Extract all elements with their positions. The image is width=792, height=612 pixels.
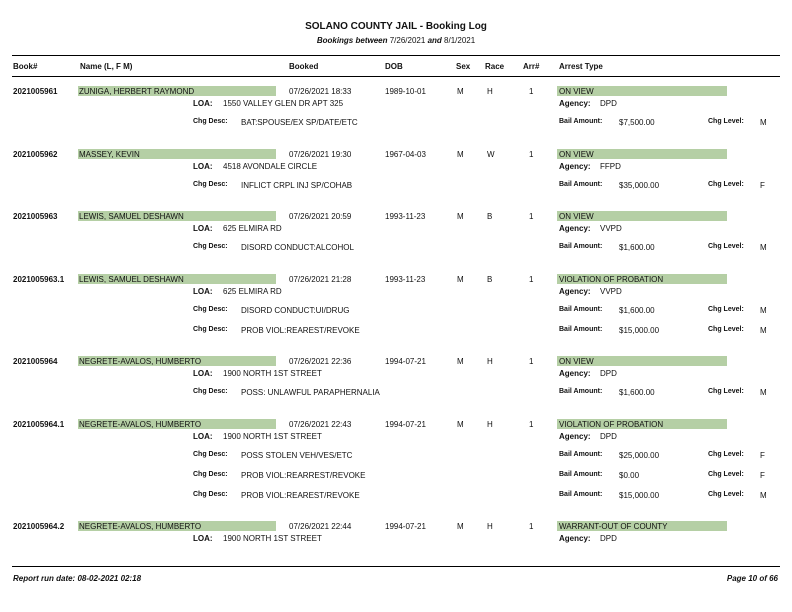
charge-description: INFLICT CRPL INJ SP/COHAB	[241, 181, 353, 190]
loa-label: LOA:	[193, 162, 213, 171]
column-header-sex: Sex	[456, 62, 471, 71]
arrest-number: 1	[529, 212, 534, 221]
sex: M	[457, 357, 464, 366]
sex: M	[457, 275, 464, 284]
bail-amount: $35,000.00	[619, 181, 660, 190]
bail-amount-label: Bail Amount:	[559, 491, 603, 498]
charge-level: M	[760, 118, 767, 127]
date-of-birth: 1993-11-23	[385, 275, 426, 284]
agency: DPD	[600, 369, 617, 378]
sex: M	[457, 420, 464, 429]
booked-datetime: 07/26/2021 21:28	[289, 275, 352, 284]
bail-amount-label: Bail Amount:	[559, 243, 603, 250]
column-header-dob: DOB	[385, 62, 403, 71]
charge-level: F	[760, 451, 765, 460]
bail-amount-label: Bail Amount:	[559, 306, 603, 313]
book-number: 2021005964	[13, 357, 58, 366]
chg-level-label: Chg Level:	[708, 388, 744, 395]
loa-label: LOA:	[193, 369, 213, 378]
agency-label: Agency:	[559, 162, 591, 171]
arrest-number: 1	[529, 357, 534, 366]
sex: M	[457, 212, 464, 221]
arrest-number: 1	[529, 522, 534, 531]
arrest-number: 1	[529, 275, 534, 284]
agency: DPD	[600, 99, 617, 108]
loa-label: LOA:	[193, 99, 213, 108]
booked-datetime: 07/26/2021 22:36	[289, 357, 352, 366]
book-number: 2021005963	[13, 212, 58, 221]
agency-label: Agency:	[559, 534, 591, 543]
location-of-arrest: 625 ELMIRA RD	[223, 287, 282, 296]
inmate-name: LEWIS, SAMUEL DESHAWN	[79, 275, 184, 284]
chg-desc-label: Chg Desc:	[193, 451, 228, 458]
date-of-birth: 1993-11-23	[385, 212, 426, 221]
charge-description: PROB VIOL:REAREST/REVOKE	[241, 326, 360, 335]
footer-rule	[12, 566, 780, 567]
chg-level-label: Chg Level:	[708, 326, 744, 333]
charge-description: PROB VIOL:REARREST/REVOKE	[241, 471, 366, 480]
column-header-book: Book#	[13, 62, 38, 71]
report-title: SOLANO COUNTY JAIL - Booking Log	[305, 21, 487, 32]
charge-description: DISORD CONDUCT:ALCOHOL	[241, 243, 354, 252]
agency: FFPD	[600, 162, 621, 171]
inmate-name: NEGRETE-AVALOS, HUMBERTO	[79, 522, 202, 531]
arrest-type: ON VIEW	[559, 87, 594, 96]
bail-amount: $1,600.00	[619, 243, 655, 252]
race: H	[487, 87, 493, 96]
sex: M	[457, 150, 464, 159]
booked-datetime: 07/26/2021 18:33	[289, 87, 352, 96]
race: H	[487, 357, 493, 366]
charge-level: F	[760, 471, 765, 480]
loa-label: LOA:	[193, 432, 213, 441]
location-of-arrest: 1550 VALLEY GLEN DR APT 325	[223, 99, 344, 108]
book-number: 2021005961	[13, 87, 58, 96]
agency-label: Agency:	[559, 287, 591, 296]
bail-amount-label: Bail Amount:	[559, 326, 603, 333]
chg-desc-label: Chg Desc:	[193, 118, 228, 125]
date-to: 8/1/2021	[444, 36, 476, 45]
charge-level: M	[760, 243, 767, 252]
chg-desc-label: Chg Desc:	[193, 306, 228, 313]
loa-label: LOA:	[193, 287, 213, 296]
bail-amount: $1,600.00	[619, 388, 655, 397]
header-rule-bottom	[12, 76, 780, 77]
booked-datetime: 07/26/2021 22:44	[289, 522, 352, 531]
loa-label: LOA:	[193, 534, 213, 543]
charge-description: PROB VIOL:REAREST/REVOKE	[241, 491, 360, 500]
column-header-booked: Booked	[289, 62, 319, 71]
book-number: 2021005963.1	[13, 275, 65, 284]
inmate-name: NEGRETE-AVALOS, HUMBERTO	[79, 420, 202, 429]
charge-level: M	[760, 306, 767, 315]
agency: DPD	[600, 534, 617, 543]
agency: VVPD	[600, 287, 622, 296]
chg-level-label: Chg Level:	[708, 306, 744, 313]
charge-description: BAT:SPOUSE/EX SP/DATE/ETC	[241, 118, 358, 127]
bail-amount-label: Bail Amount:	[559, 388, 603, 395]
date-of-birth: 1989-10-01	[385, 87, 426, 96]
chg-desc-label: Chg Desc:	[193, 388, 228, 395]
race: B	[487, 212, 493, 221]
and-label: and	[427, 36, 442, 45]
arrest-type: VIOLATION OF PROBATION	[559, 275, 664, 284]
agency-label: Agency:	[559, 99, 591, 108]
agency-label: Agency:	[559, 224, 591, 233]
race: B	[487, 275, 493, 284]
report-subtitle	[0, 36, 792, 45]
inmate-name: ZUNIGA, HERBERT RAYMOND	[79, 87, 195, 96]
chg-level-label: Chg Level:	[708, 451, 744, 458]
subtitle-label: Bookings between	[316, 36, 388, 45]
location-of-arrest: 1900 NORTH 1ST STREET	[223, 534, 322, 543]
arrest-type: ON VIEW	[559, 212, 594, 221]
inmate-name: LEWIS, SAMUEL DESHAWN	[79, 212, 184, 221]
bail-amount: $15,000.00	[619, 491, 660, 500]
loa-label: LOA:	[193, 224, 213, 233]
booked-datetime: 07/26/2021 19:30	[289, 150, 352, 159]
agency-label: Agency:	[559, 432, 591, 441]
charge-description: POSS: UNLAWFUL PARAPHERNALIA	[241, 388, 380, 397]
chg-level-label: Chg Level:	[708, 118, 744, 125]
date-of-birth: 1967-04-03	[385, 150, 426, 159]
chg-desc-label: Chg Desc:	[193, 243, 228, 250]
arrest-number: 1	[529, 87, 534, 96]
bail-amount: $1,600.00	[619, 306, 655, 315]
agency-label: Agency:	[559, 369, 591, 378]
report-run-date: Report run date: 08-02-2021 02:18	[13, 574, 142, 583]
column-header-race: Race	[485, 62, 505, 71]
sex: M	[457, 522, 464, 531]
page-number: Page 10 of 66	[726, 574, 778, 583]
location-of-arrest: 4518 AVONDALE CIRCLE	[223, 162, 318, 171]
chg-desc-label: Chg Desc:	[193, 326, 228, 333]
date-from: 7/26/2021	[389, 36, 426, 45]
column-header-arrest-type: Arrest Type	[559, 62, 603, 71]
location-of-arrest: 1900 NORTH 1ST STREET	[223, 369, 322, 378]
arrest-type: VIOLATION OF PROBATION	[559, 420, 664, 429]
book-number: 2021005964.2	[13, 522, 65, 531]
chg-desc-label: Chg Desc:	[193, 491, 228, 498]
race: H	[487, 522, 493, 531]
date-of-birth: 1994-07-21	[385, 420, 426, 429]
arrest-number: 1	[529, 420, 534, 429]
column-header-arr: Arr#	[523, 62, 540, 71]
chg-level-label: Chg Level:	[708, 471, 744, 478]
inmate-name: NEGRETE-AVALOS, HUMBERTO	[79, 357, 202, 366]
bail-amount-label: Bail Amount:	[559, 471, 603, 478]
arrest-number: 1	[529, 150, 534, 159]
charge-level: F	[760, 181, 765, 190]
location-of-arrest: 1900 NORTH 1ST STREET	[223, 432, 322, 441]
book-number: 2021005962	[13, 150, 58, 159]
chg-level-label: Chg Level:	[708, 243, 744, 250]
chg-level-label: Chg Level:	[708, 181, 744, 188]
arrest-type: WARRANT-OUT OF COUNTY	[559, 522, 668, 531]
charge-description: POSS STOLEN VEH/VES/ETC	[241, 451, 353, 460]
chg-level-label: Chg Level:	[708, 491, 744, 498]
booked-datetime: 07/26/2021 20:59	[289, 212, 352, 221]
race: H	[487, 420, 493, 429]
inmate-name: MASSEY, KEVIN	[79, 150, 140, 159]
bail-amount-label: Bail Amount:	[559, 181, 603, 188]
chg-desc-label: Chg Desc:	[193, 471, 228, 478]
charge-description: DISORD CONDUCT:UI/DRUG	[241, 306, 350, 315]
charge-level: M	[760, 326, 767, 335]
agency: VVPD	[600, 224, 622, 233]
booked-datetime: 07/26/2021 22:43	[289, 420, 352, 429]
chg-desc-label: Chg Desc:	[193, 181, 228, 188]
bail-amount: $15,000.00	[619, 326, 660, 335]
arrest-type: ON VIEW	[559, 357, 594, 366]
arrest-type: ON VIEW	[559, 150, 594, 159]
bail-amount: $7,500.00	[619, 118, 655, 127]
agency: DPD	[600, 432, 617, 441]
sex: M	[457, 87, 464, 96]
bail-amount: $0.00	[619, 471, 640, 480]
bail-amount-label: Bail Amount:	[559, 451, 603, 458]
column-header-name: Name (L, F M)	[80, 62, 133, 71]
location-of-arrest: 625 ELMIRA RD	[223, 224, 282, 233]
date-of-birth: 1994-07-21	[385, 522, 426, 531]
charge-level: M	[760, 388, 767, 397]
charge-level: M	[760, 491, 767, 500]
header-rule-top	[12, 55, 780, 56]
race: W	[487, 150, 495, 159]
bail-amount: $25,000.00	[619, 451, 660, 460]
bail-amount-label: Bail Amount:	[559, 118, 603, 125]
date-of-birth: 1994-07-21	[385, 357, 426, 366]
book-number: 2021005964.1	[13, 420, 65, 429]
